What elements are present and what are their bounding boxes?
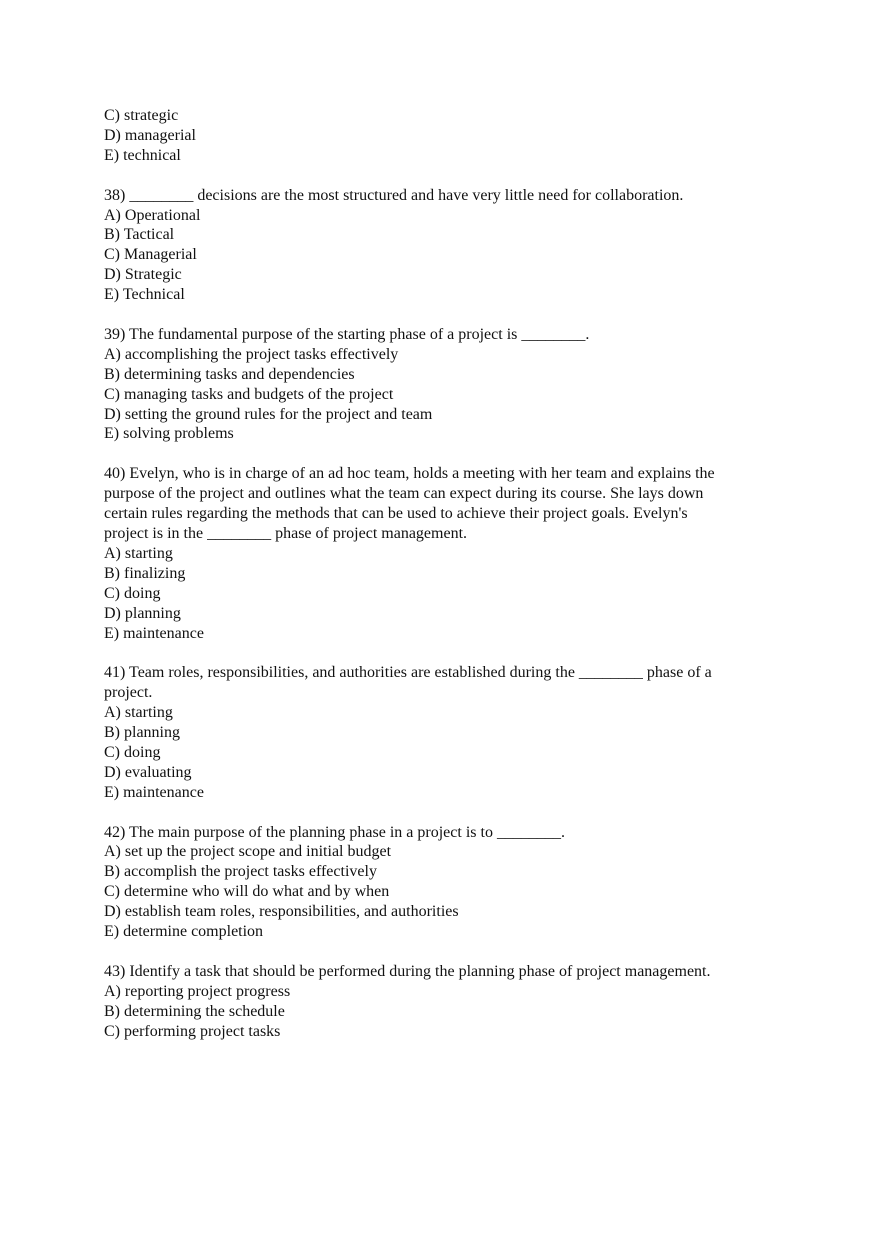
answer-option: D) planning: [104, 604, 181, 622]
answer-option: A) set up the project scope and initial budget: [104, 843, 392, 861]
question-text-line: certain rules regarding the methods that can be used to achieve their project goals. Evelyn's: [104, 505, 688, 523]
question-text-line: project is in the ________ phase of project management.: [104, 524, 468, 542]
answer-option: E) maintenance: [104, 783, 204, 801]
question-block: [104, 823, 776, 942]
answer-option: E) solving problems: [104, 425, 234, 443]
question-text-line: 43) Identify a task that should be performed during the planning phase of project management.: [104, 962, 711, 980]
answer-option: C) Managerial: [104, 246, 197, 264]
answer-option: C) doing: [104, 743, 161, 761]
answer-option: B) planning: [104, 724, 180, 742]
question-text-line: 42) The main purpose of the planning phase in a project is to ________.: [104, 823, 565, 841]
answer-option: D) managerial: [104, 126, 196, 144]
question-block: [104, 464, 776, 643]
answer-option: A) starting: [104, 544, 173, 562]
question-block: [104, 325, 776, 444]
answer-option: E) maintenance: [104, 624, 204, 642]
answer-option: A) reporting project progress: [104, 982, 291, 1000]
answer-option: D) evaluating: [104, 763, 192, 781]
question-text-line: 40) Evelyn, who is in charge of an ad hoc team, holds a meeting with her team and explains the: [104, 465, 715, 483]
answer-option: B) Tactical: [104, 226, 175, 244]
question-text-line: project.: [104, 684, 153, 702]
answer-option: C) determine who will do what and by when: [104, 883, 390, 901]
document-page: [104, 106, 776, 1061]
answer-option: B) finalizing: [104, 564, 186, 582]
question-block: [104, 106, 776, 166]
question-block: [104, 962, 776, 1042]
answer-option: C) performing project tasks: [104, 1022, 281, 1040]
answer-option: A) accomplishing the project tasks effectively: [104, 345, 399, 363]
answer-option: A) starting: [104, 704, 173, 722]
answer-option: B) determining tasks and dependencies: [104, 365, 355, 383]
answer-option: C) strategic: [104, 107, 179, 124]
answer-option: B) accomplish the project tasks effectively: [104, 863, 377, 881]
answer-option: E) technical: [104, 146, 181, 164]
answer-option: C) doing: [104, 584, 161, 602]
answer-option: D) Strategic: [104, 266, 182, 284]
question-text-line: 41) Team roles, responsibilities, and authorities are established during the ________ phase of a: [104, 664, 712, 682]
answer-option: A) Operational: [104, 206, 201, 224]
answer-option: C) managing tasks and budgets of the project: [104, 385, 394, 403]
question-text-line: 38) ________ decisions are the most structured and have very little need for collaboration.: [104, 186, 684, 204]
question-block: [104, 186, 776, 305]
question-text-line: purpose of the project and outlines what the team can expect during its course. She lays down: [104, 485, 704, 503]
question-block: [104, 663, 776, 802]
answer-option: E) Technical: [104, 286, 185, 304]
answer-option: E) determine completion: [104, 923, 264, 941]
question-text-line: 39) The fundamental purpose of the starting phase of a project is ________.: [104, 325, 590, 343]
answer-option: D) establish team roles, responsibilities, and authorities: [104, 903, 459, 921]
answer-option: B) determining the schedule: [104, 1002, 285, 1020]
answer-option: D) setting the ground rules for the project and team: [104, 405, 433, 423]
